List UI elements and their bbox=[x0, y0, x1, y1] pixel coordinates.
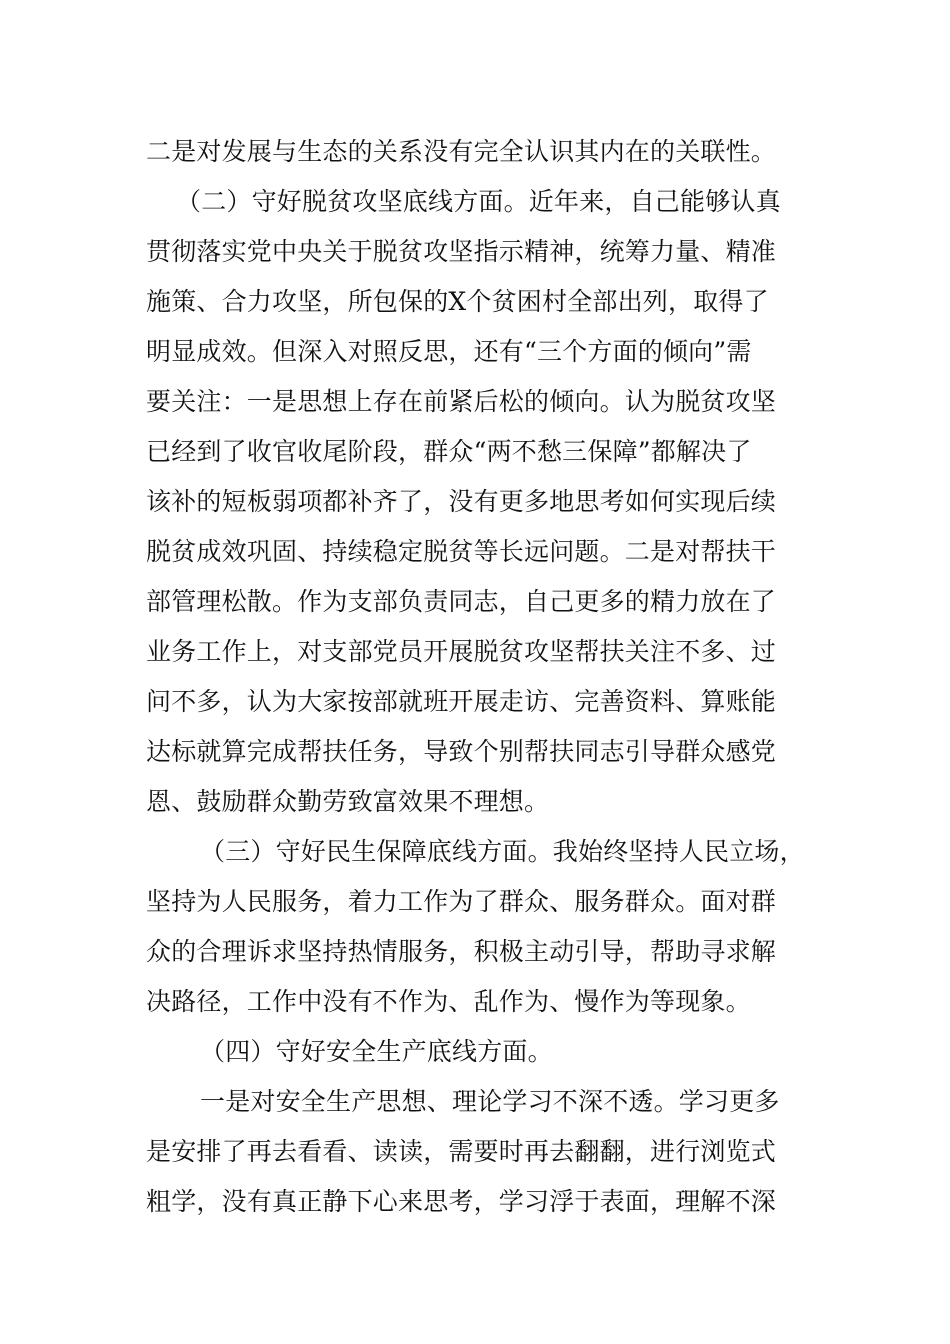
paragraph-line: 该补的短板弱项都补齐了，没有更多地思考如何实现后续 bbox=[146, 487, 777, 516]
section-heading-line: （三）守好民生保障底线方面。我始终坚持人民立场， bbox=[200, 837, 805, 866]
paragraph-line: 坚持为人民服务，着力工作为了群众、服务群众。面对群 bbox=[146, 887, 777, 916]
section-heading-line: （四）守好安全生产底线方面。 bbox=[200, 1037, 553, 1066]
paragraph-line: 问不多，认为大家按部就班开展走访、完善资料、算账能 bbox=[146, 687, 777, 716]
paragraph-line: 达标就算完成帮扶任务，导致个别帮扶同志引导群众感党 bbox=[146, 737, 777, 766]
paragraph-line: 施策、合力攻坚，所包保的X个贫困村全部出列，取得了 bbox=[146, 287, 769, 316]
paragraph-line: 是安排了再去看看、读读，需要时再去翻翻，进行浏览式 bbox=[146, 1137, 777, 1166]
paragraph-line: 粗学，没有真正静下心来思考，学习浮于表面，理解不深 bbox=[146, 1187, 777, 1216]
paragraph-line: 一是对安全生产思想、理论学习不深不透。学习更多 bbox=[200, 1087, 780, 1116]
paragraph-line: 业务工作上，对支部党员开展脱贫攻坚帮扶关注不多、过 bbox=[146, 637, 777, 666]
paragraph-line: 明显成效。但深入对照反思，还有“三个方面的倾向”需 bbox=[146, 337, 752, 366]
paragraph-line: 决路径，工作中没有不作为、乱作为、慢作为等现象。 bbox=[146, 987, 751, 1016]
paragraph-line: 贯彻落实党中央关于脱贫攻坚指示精神，统筹力量、精准 bbox=[146, 237, 777, 266]
paragraph-line: 恩、鼓励群众勤劳致富效果不理想。 bbox=[146, 787, 550, 816]
paragraph-line: 部管理松散。作为支部负责同志，自己更多的精力放在了 bbox=[146, 587, 777, 616]
paragraph-line: 众的合理诉求坚持热情服务，积极主动引导，帮助寻求解 bbox=[146, 937, 777, 966]
paragraph-line: 已经到了收官收尾阶段，群众“两不愁三保障”都解决了 bbox=[146, 437, 752, 466]
paragraph-line: 二是对发展与生态的关系没有完全认识其内在的关联性。 bbox=[146, 137, 777, 166]
paragraph-line: 脱贫成效巩固、持续稳定脱贫等长远问题。二是对帮扶干 bbox=[146, 537, 777, 566]
section-heading-line: （二）守好脱贫攻坚底线方面。近年来，自己能够认真 bbox=[176, 187, 781, 216]
paragraph-line: 要关注：一是思想上存在前紧后松的倾向。认为脱贫攻坚 bbox=[146, 387, 777, 416]
